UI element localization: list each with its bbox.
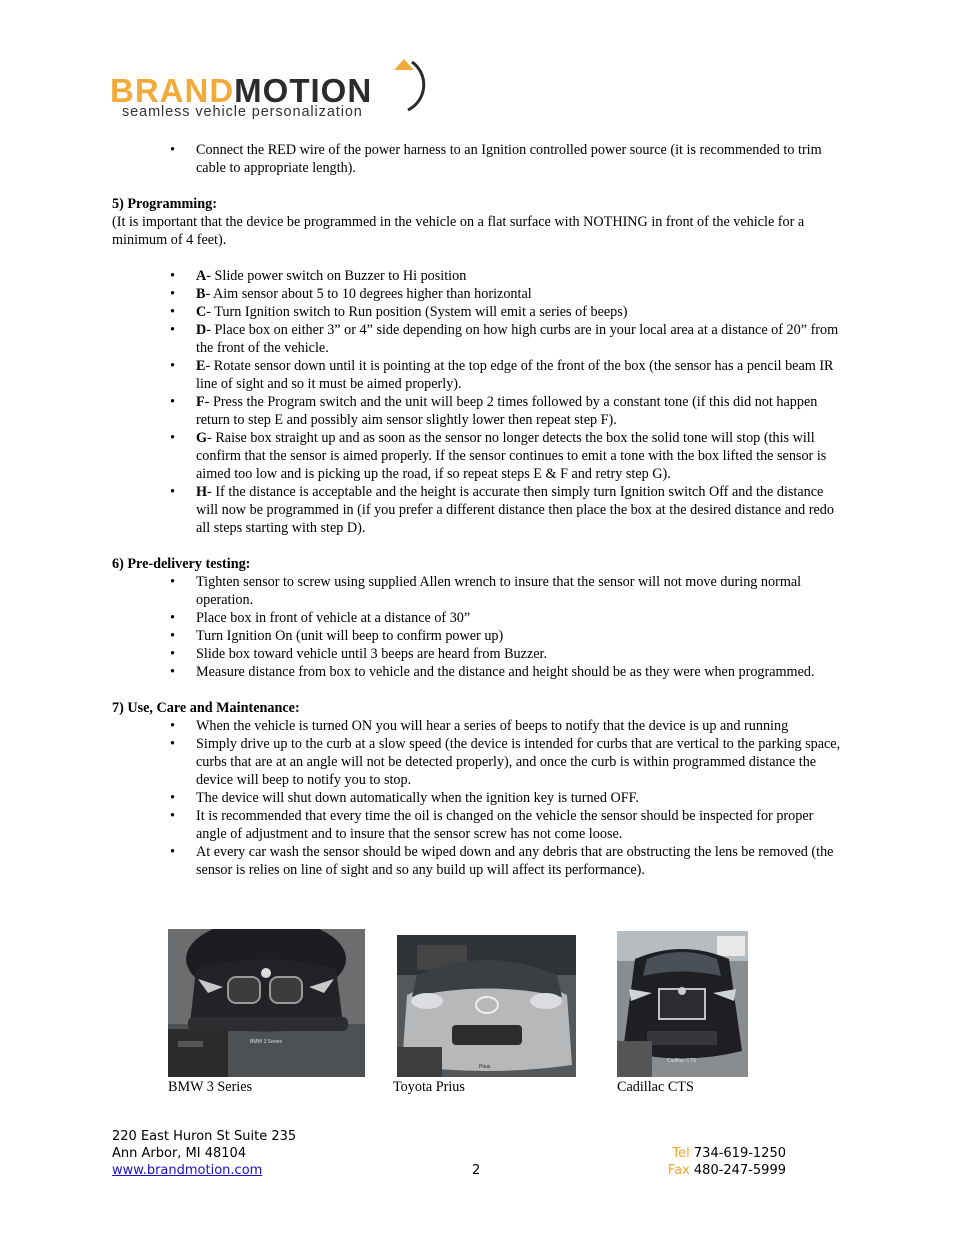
list-item: • A- Slide power switch on Buzzer to Hi position [170,268,467,284]
list-item: • H- If the distance is acceptable and the height is accurate then simply turn Ignition switch Off and the distance will now be programmed in (if you prefer a different distance then place the box at the desired distance and redo all steps starting with step D). [170,484,834,536]
list-item: • F- Press the Program switch and the unit will beep 2 times followed by a constant tone (if this did not happen return to step E and possibly aim sensor slightly lower then repeat step F). [170,394,818,428]
list-item: • Place box in front of vehicle at a distance of 30” [170,610,471,626]
bullet-icon: • [170,268,175,284]
bullet-icon: • [170,574,175,590]
list-item: • It is recommended that every time the oil is changed on the vehicle the sensor should be inspected for proper angle of adjustment and to insure that the sensor screw has not come loose. [170,808,814,842]
list-item: • Simply drive up to the curb at a slow speed (the device is intended for curbs that are vertical to the parking space, curbs that are at an angle will not be detected properly), and once the curb is within programmed distance the device will beep to notify you to stop. [170,736,841,788]
bullet-icon: • [170,322,175,338]
photo-bmw-3-series [168,929,365,1077]
section-heading-predelivery: 6) Pre-delivery testing: [112,556,251,572]
footer-website-link[interactable]: www.brandmotion.com [112,1163,263,1178]
footer-tel: Tel 734-619-1250 [672,1146,786,1161]
bullet-icon: • [170,304,175,320]
page-number: 2 [472,1163,481,1178]
section-heading-maintenance: 7) Use, Care and Maintenance: [112,700,300,716]
photo-inset-label: Cadillac CTS [667,1058,697,1064]
predelivery-list [112,573,847,681]
footer-address-line1: 220 East Huron St Suite 235 [112,1129,297,1144]
photo-caption: Toyota Prius [393,1079,465,1095]
programming-steps [112,267,847,537]
bullet-icon: • [170,808,175,824]
list-item: • Slide box toward vehicle until 3 beeps are heard from Buzzer. [170,646,548,662]
bullet-icon: • [170,664,175,680]
logo-arc-icon [372,54,432,116]
bullet-icon: • [170,286,175,302]
list-item: • At every car wash the sensor should be wiped down and any debris that are obstructing the lens be removed (the sensor is relies on line of sight and so any build up will affect its performance). [170,844,834,878]
bullet-icon: • [170,646,175,662]
bullet-icon: • [170,736,175,752]
bullet-icon: • [170,358,175,374]
document-body [112,141,847,879]
bullet-icon: • [170,790,175,806]
maintenance-list [112,717,847,879]
intro-list [112,141,847,177]
programming-note: (It is important that the device be programmed in the vehicle on a flat surface with NOTHING in front of the vehicle for a minimum of 4 feet). [112,214,805,248]
bullet-icon: • [170,142,175,158]
list-item: • The device will shut down automatically when the ignition key is turned OFF. [170,790,639,806]
bullet-icon: • [170,718,175,734]
photo-inset-label: BMW 3 Series [250,1039,282,1045]
list-item: • Turn Ignition On (unit will beep to confirm power up) [170,628,504,644]
list-item: • G- Raise box straight up and as soon as the sensor no longer detects the box the solid tone will stop (this will confirm that the sensor is aimed properly. If the sensor continues to emit a tone with the box lifted the sensor is aimed too low and is picking up the road, if so repeat steps E & F and retry step G). [170,430,827,482]
bullet-icon: • [170,484,175,500]
bullet-icon: • [170,430,175,446]
photo-cadillac-cts [617,931,748,1077]
list-item: • D- Place box on either 3” or 4” side depending on how high curbs are in your local area at a distance of 20” from the front of the vehicle. [170,322,839,356]
list-item: • When the vehicle is turned ON you will hear a series of beeps to notify that the device is up and running [170,718,789,734]
list-item: • Tighten sensor to screw using supplied Allen wrench to insure that the sensor will not move during normal operation. [170,574,802,608]
logo-tagline: seamless vehicle personalization [122,104,363,120]
footer-fax: Fax 480-247-5999 [667,1163,786,1178]
list-item: • Measure distance from box to vehicle and the distance and height should be as they were when programmed. [170,664,815,680]
bullet-icon: • [170,394,175,410]
brand-logo [110,54,430,124]
photo-toyota-prius [397,935,576,1077]
bullet-icon: • [170,844,175,860]
list-item: • E- Rotate sensor down until it is pointing at the top edge of the front of the box (the sensor has a pencil beam IR line of sight and so it must be aimed properly). [170,358,834,392]
vehicle-photos [0,929,954,1099]
photo-inset-label: Prius [479,1064,491,1070]
bullet-icon: • [170,628,175,644]
photo-caption: Cadillac CTS [617,1079,694,1095]
logo-wordmark: BRANDMOTION [110,72,373,109]
list-item: • Connect the RED wire of the power harness to an Ignition controlled power source (it is recommended to trim cable to appropriate length). [170,142,822,176]
list-item: • C- Turn Ignition switch to Run position (System will emit a series of beeps) [170,304,628,320]
section-heading-programming: 5) Programming: [112,196,217,212]
photo-caption: BMW 3 Series [168,1079,253,1095]
bullet-icon: • [170,610,175,626]
footer-address-line2: Ann Arbor, MI 48104 [112,1146,247,1161]
list-item: • B- Aim sensor about 5 to 10 degrees higher than horizontal [170,286,532,302]
